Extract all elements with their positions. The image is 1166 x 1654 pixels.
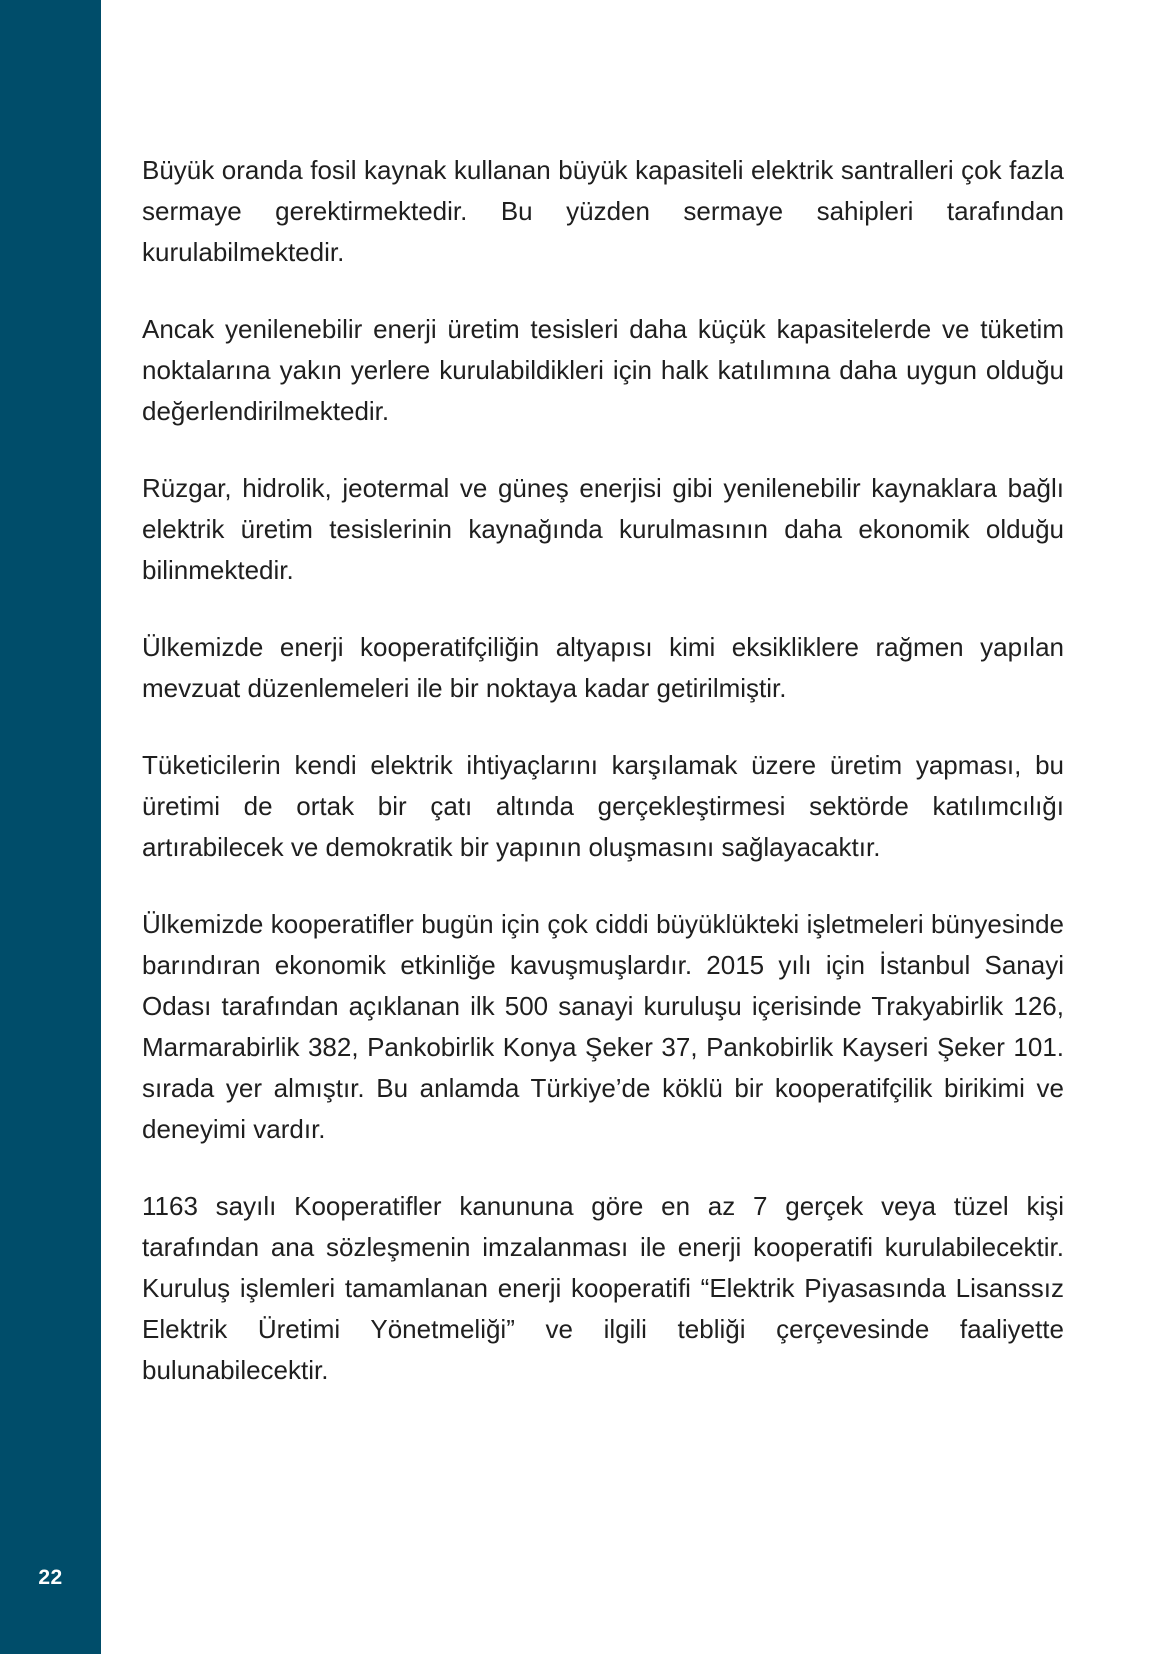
side-color-band	[0, 0, 101, 1654]
paragraph: Rüzgar, hidrolik, jeotermal ve güneş enerjisi gibi yenilenebilir kaynaklara bağlı elektrik üretim tesislerinin kaynağında kurulmasının daha ekonomik olduğu bilinmektedir.	[142, 473, 1064, 585]
paragraph: Büyük oranda fosil kaynak kullanan büyük kapasiteli elektrik santralleri çok fazla sermaye gerektirmektedir. Bu yüzden sermaye sahipleri tarafından kurulabilmektedir.	[142, 155, 1064, 267]
page-number: 22	[38, 1566, 63, 1589]
paragraph: Tüketicilerin kendi elektrik ihtiyaçlarını karşılamak üzere üretim yapması, bu üretimi de ortak bir çatı altında gerçekleştirmesi sektörde katılımcılığı artırabilecek ve demokratik bir yapının oluşmasını sağlayacaktır.	[142, 750, 1064, 862]
paragraph: Ancak yenilenebilir enerji üretim tesisleri daha küçük kapasitelerde ve tüketim noktalarına yakın yerlere kurulabildikleri için halk katılımına daha uygun olduğu değerlendirilmektedir.	[142, 314, 1064, 426]
paragraph: Ülkemizde kooperatifler bugün için çok ciddi büyüklükteki işletmeleri bünyesinde barındıran ekonomik etkinliğe kavuşmuşlardır. 2015 yılı için İstanbul Sanayi Odası tarafından açıklanan ilk 500 sanayi kuruluşu içerisinde Trakyabirlik 126, Marmarabirlik 382, Pankobirlik Konya Şeker 37, Pankobirlik Kayseri Şeker 101. sırada yer almıştır. Bu anlamda Türkiye’de köklü bir kooperatifçilik birikimi ve deneyimi vardır.	[142, 909, 1064, 1144]
paragraph: Ülkemizde enerji kooperatifçiliğin altyapısı kimi eksikliklere rağmen yapılan mevzuat düzenlemeleri ile bir noktaya kadar getirilmiştir.	[142, 632, 1064, 703]
paragraph: 1163 sayılı Kooperatifler kanununa göre en az 7 gerçek veya tüzel kişi tarafından ana sözleşmenin imzalanması ile enerji kooperatifi kurulabilecektir. Kuruluş işlemleri tamamlanan enerji kooperatifi “Elektrik Piyasasında Lisanssız Elektrik Üretimi Yönetmeliği” ve ilgili tebliği çerçevesinde faaliyette bulunabilecektir.	[142, 1191, 1064, 1385]
body-text	[142, 150, 1064, 1427]
